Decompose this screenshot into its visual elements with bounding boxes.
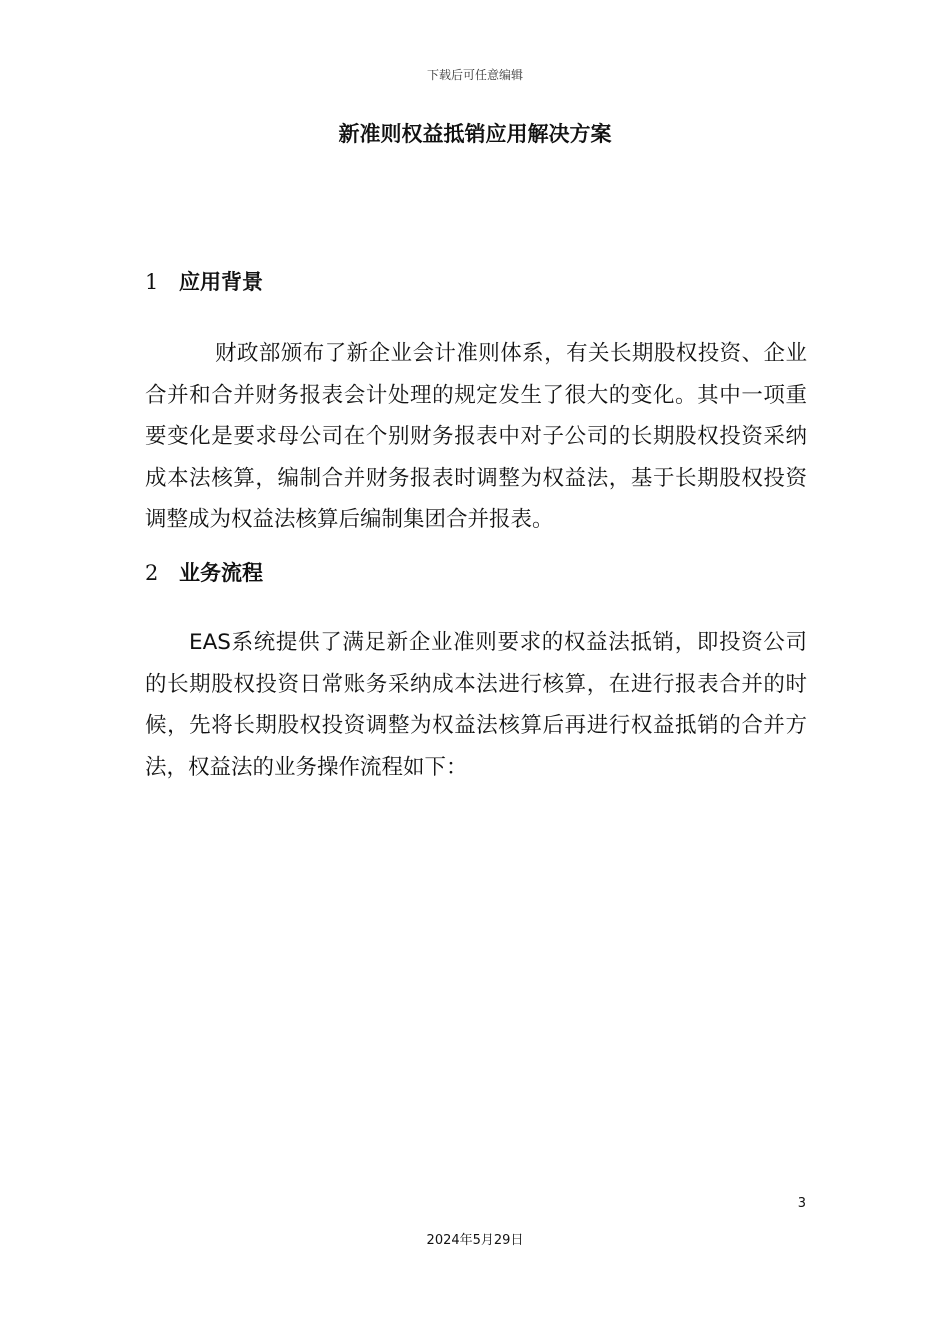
section-number: 1 — [145, 270, 159, 294]
section-heading-text: 应用背景 — [179, 270, 263, 294]
section-number: 2 — [145, 561, 159, 585]
document-title: 新准则权益抵销应用解决方案 — [338, 122, 612, 146]
header-note: 下载后可任意编辑 — [426, 68, 523, 82]
section-paragraph-background: 财政部颁布了新企业会计准则体系，有关长期股权投资、企业合并和合并财务报表会计处理的规定发生了很大的变化。其中一项重要变化是要求母公司在个别财务报表中对子公司的长期股权投资采纳成本法核算，编制合并财务报表时调整为权益法，基于长期股权投资调整成为权益法核算后编制集团合并报表。 — [145, 341, 807, 532]
section-heading-business-process — [145, 557, 263, 587]
section-heading-background — [145, 266, 263, 296]
section-paragraph-business-process: EAS系统提供了满足新企业准则要求的权益法抵销，即投资公司的长期股权投资日常账务采纳成本法进行核算，在进行报表合并的时候，先将长期股权投资调整为权益法核算后再进行权益抵销的合并方法，权益法的业务操作流程如下： — [145, 630, 807, 780]
footer-date: 2024年5月29日 — [426, 1233, 524, 1248]
section-heading-text: 业务流程 — [179, 561, 263, 585]
page-number: 3 — [797, 1196, 806, 1211]
